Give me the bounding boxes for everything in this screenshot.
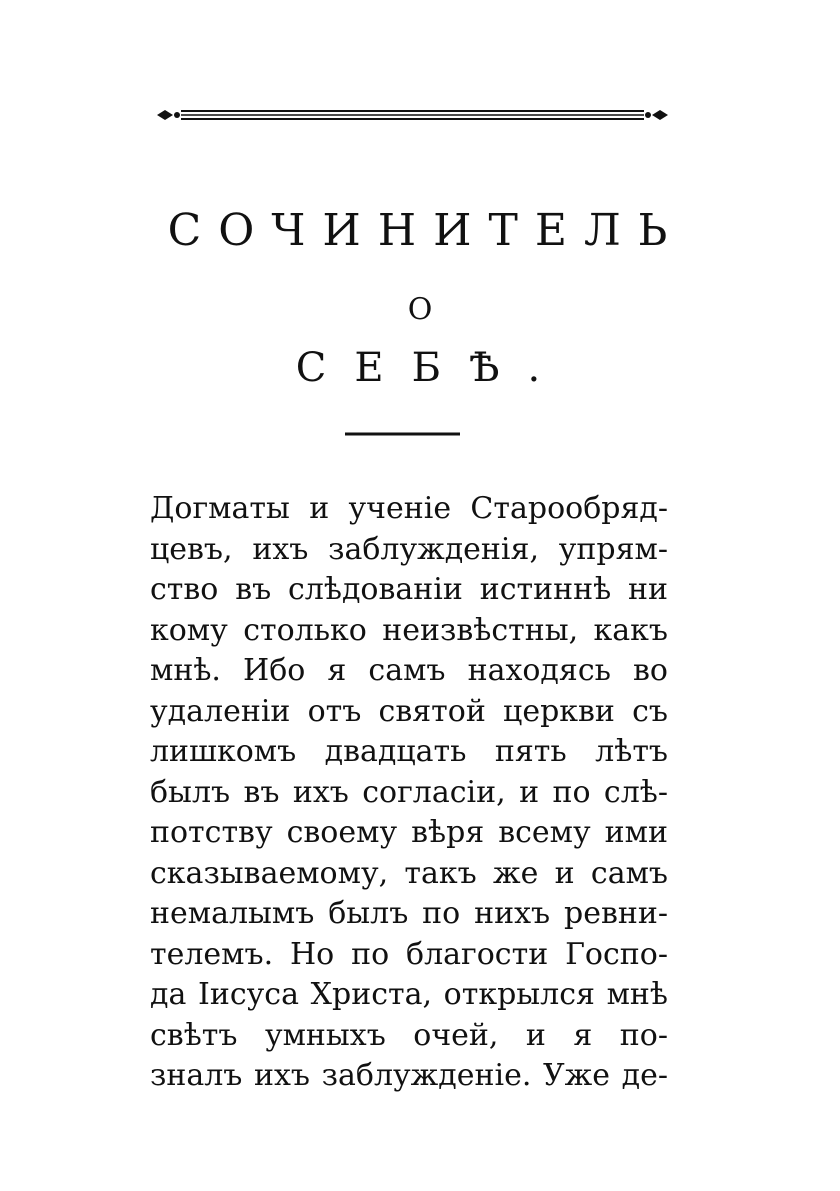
text-line: удаленіи отъ святой церкви съ xyxy=(150,693,668,729)
chapter-subtitle: СЕБѢ. xyxy=(295,345,569,391)
text-line: да Іисуса Христа, открылся мнѣ xyxy=(150,977,668,1012)
text-line: цевъ, ихъ заблужденія, упрям- xyxy=(150,531,668,567)
text-line: мнѣ. Ибо я самъ находясь во xyxy=(150,653,668,688)
text-line: свѣтъ умныхъ очей, и я по- xyxy=(150,1017,668,1053)
text-line: Догматы и ученіе Старообряд- xyxy=(150,491,668,526)
body-paragraph xyxy=(150,489,668,1097)
text-line: былъ въ ихъ согласіи, и по слѣ- xyxy=(150,774,668,810)
ornamental-rule xyxy=(155,100,670,130)
text-line: кому столько неизвѣстны, какъ xyxy=(150,612,668,648)
text-line: немалымъ былъ по нихъ ревни- xyxy=(150,896,668,931)
text-line: зналъ ихъ заблужденіе. Уже де- xyxy=(150,1058,668,1093)
text-line: сказываемому, такъ же и самъ xyxy=(150,855,668,891)
section-divider xyxy=(345,432,460,436)
text-line: телемъ. Но по благости Госпо- xyxy=(150,936,668,972)
chapter-title: СОЧИНИТЕЛЬ xyxy=(167,205,685,256)
chapter-title-preposition: О xyxy=(407,292,433,327)
text-line: лишкомъ двадцать пять лѣтъ xyxy=(150,734,668,769)
text-line: потству своему вѣря всему ими xyxy=(150,815,668,850)
text-line: ство въ слѣдованіи истиннѣ ни xyxy=(150,572,668,607)
